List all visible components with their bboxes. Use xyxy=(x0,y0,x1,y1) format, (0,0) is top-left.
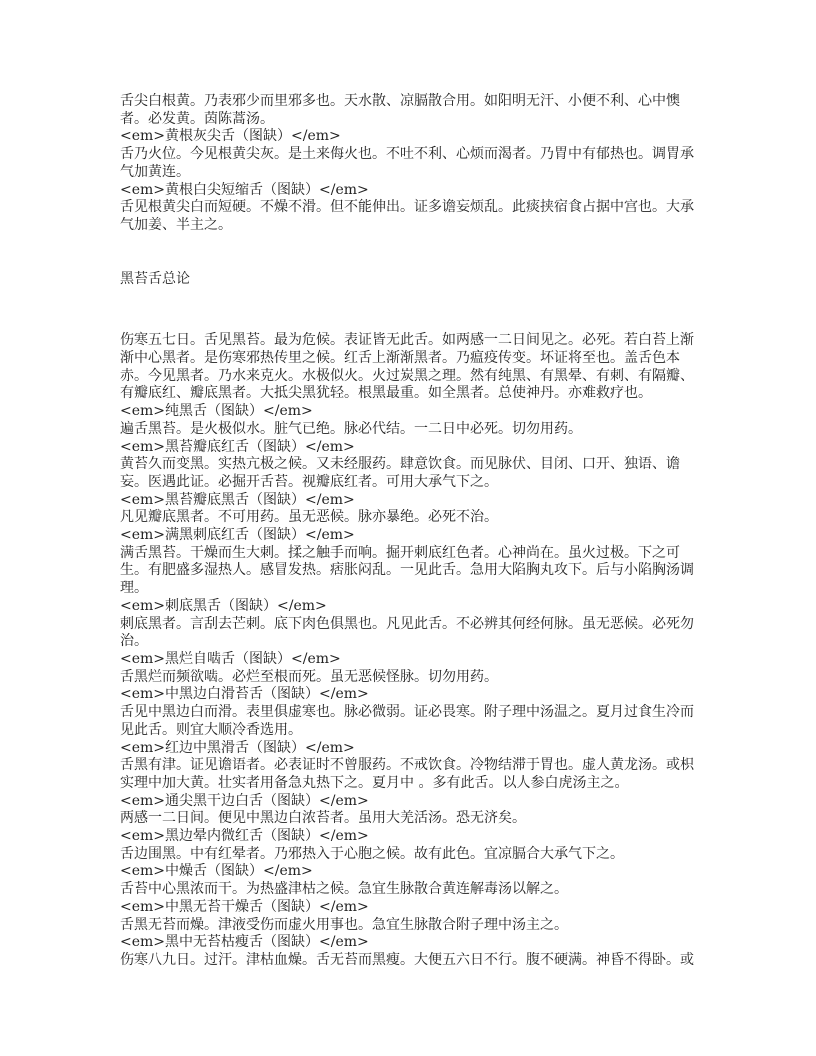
paragraph: 舌见根黄尖白而短硬。不燥不滑。但不能伸出。证多谵妄烦乱。此痰挟宿食占据中宫也。大承气加姜、半主之。 xyxy=(120,199,694,233)
paragraph: 凡见瓣底黑者。不可用药。虽无恶候。脉亦暴绝。必死不治。 xyxy=(120,509,498,526)
paragraph: 刺底黑者。言刮去芒刺。底下肉色俱黑也。凡见此舌。不必辨其何经何脉。虽无恶候。必死勿治。 xyxy=(120,615,694,650)
figure-caption: <em>满黑刺底红舌（图缺）</em> xyxy=(120,527,355,544)
paragraph: 舌黑烂而频欲啮。必烂至根而死。虽无恶候怪脉。切勿用药。 xyxy=(120,668,498,685)
figure-caption: <em>黑烂自啮舌（图缺）</em> xyxy=(120,650,341,667)
section-black-tongue xyxy=(120,332,702,969)
paragraph: 黄苔久而变黑。实热亢极之候。又未经服药。肆意饮食。而见脉伏、目闭、口开、独语、谵妄。医遇此证。必掘开舌苔。视瓣底红者。可用大承气下之。 xyxy=(120,456,680,490)
paragraph: 舌乃火位。今见根黄尖灰。是土来侮火也。不吐不利、心烦而渴者。乃胃中有郁热也。调胃承气加黄连。 xyxy=(120,146,694,180)
figure-caption: <em>黄根白尖短缩舌（图缺）</em> xyxy=(120,181,369,198)
figure-caption: <em>黑边晕内微红舌（图缺）</em> xyxy=(120,828,369,845)
figure-caption: <em>黑中无苔枯瘦舌（图缺）</em> xyxy=(120,934,369,951)
spacer xyxy=(120,288,702,332)
paragraph: 满舌黑苔。干燥而生大刺。揉之触手而响。掘开刺底红色者。心神尚在。虽火过极。下之可生。有肥盛多湿热人。感冒发热。痞胀闷乱。一见此舌。急用大陷胸丸攻下。后与小陷胸汤调理。 xyxy=(120,544,694,597)
paragraph: 舌黑有津。证见谵语者。必表证时不曾服药。不戒饮食。冷物结滞于胃也。虚人黄龙汤。或枳实理中加大黄。壮实者用备急丸热下之。夏月中 。多有此舌。以人参白虎汤主之。 xyxy=(120,757,694,791)
paragraph: 遍舌黑苔。是火极似水。脏气已绝。脉必代结。一二日中必死。切勿用药。 xyxy=(120,420,582,437)
paragraph: 舌见中黑边白而滑。表里俱虚寒也。脉必微弱。证必畏寒。附子理中汤温之。夏月过食生冷而见此舌。则宜大顺冷香选用。 xyxy=(120,704,694,738)
paragraph: 舌黑无苔而燥。津液受伤而虚火用事也。急宜生脉散合附子理中汤主之。 xyxy=(120,916,568,933)
document-page xyxy=(120,93,702,970)
figure-caption: <em>黑苔瓣底黑舌（图缺）</em> xyxy=(120,491,355,508)
figure-caption: <em>中黑无苔干燥舌（图缺）</em> xyxy=(120,898,369,915)
figure-caption: <em>纯黑舌（图缺）</em> xyxy=(120,403,313,420)
paragraph: 两感一二日间。便见中黑边白浓苔者。虽用大羌活汤。恐无济矣。 xyxy=(120,810,526,827)
figure-caption: <em>黄根灰尖舌（图缺）</em> xyxy=(120,128,341,145)
paragraph: 伤寒八九日。过汗。津枯血燥。舌无苔而黑瘦。大便五六日不行。腹不硬满。神昏不得卧。或 xyxy=(120,951,694,968)
section-heading: 黑苔舌总论 xyxy=(120,270,190,287)
paragraph: 伤寒五七日。舌见黑苔。最为危候。表证皆无此舌。如两感一二日间见之。必死。若白苔上渐渐中心黑者。是伤寒邪热传里之候。红舌上渐渐黑者。乃瘟疫传变。坏证将至也。盖舌色本赤。今见黑者。乃水来克火。水极似火。火过炭黑之理。然有纯黑、有黑晕、有刺、有隔瓣、有瓣底红、瓣底黑者。大抵尖黑犹轻。根黑最重。如全黑者。总使神丹。亦难救疗也。 xyxy=(120,332,694,402)
paragraph: 舌苔中心黑浓而干。为热盛津枯之候。急宜生脉散合黄连解毒汤以解之。 xyxy=(120,881,568,898)
figure-caption: <em>红边中黑滑舌（图缺）</em> xyxy=(120,739,355,756)
figure-caption: <em>中黑边白滑苔舌（图缺）</em> xyxy=(120,686,369,703)
figure-caption: <em>黑苔瓣底红舌（图缺）</em> xyxy=(120,438,355,455)
figure-caption: <em>刺底黑舌（图缺）</em> xyxy=(120,597,327,614)
section-yellow-tongue xyxy=(120,93,702,235)
paragraph: 舌边围黑。中有红晕者。乃邪热入于心胞之候。故有此色。宜凉膈合大承气下之。 xyxy=(120,845,624,862)
figure-caption: <em>中燥舌（图缺）</em> xyxy=(120,863,313,880)
paragraph: 舌尖白根黄。乃表邪少而里邪多也。天水散、凉膈散合用。如阳明无汗、小便不利、心中懊 者。必发黄。茵陈蒿汤。 xyxy=(120,93,680,127)
figure-caption: <em>通尖黑干边白舌（图缺）</em> xyxy=(120,792,369,809)
